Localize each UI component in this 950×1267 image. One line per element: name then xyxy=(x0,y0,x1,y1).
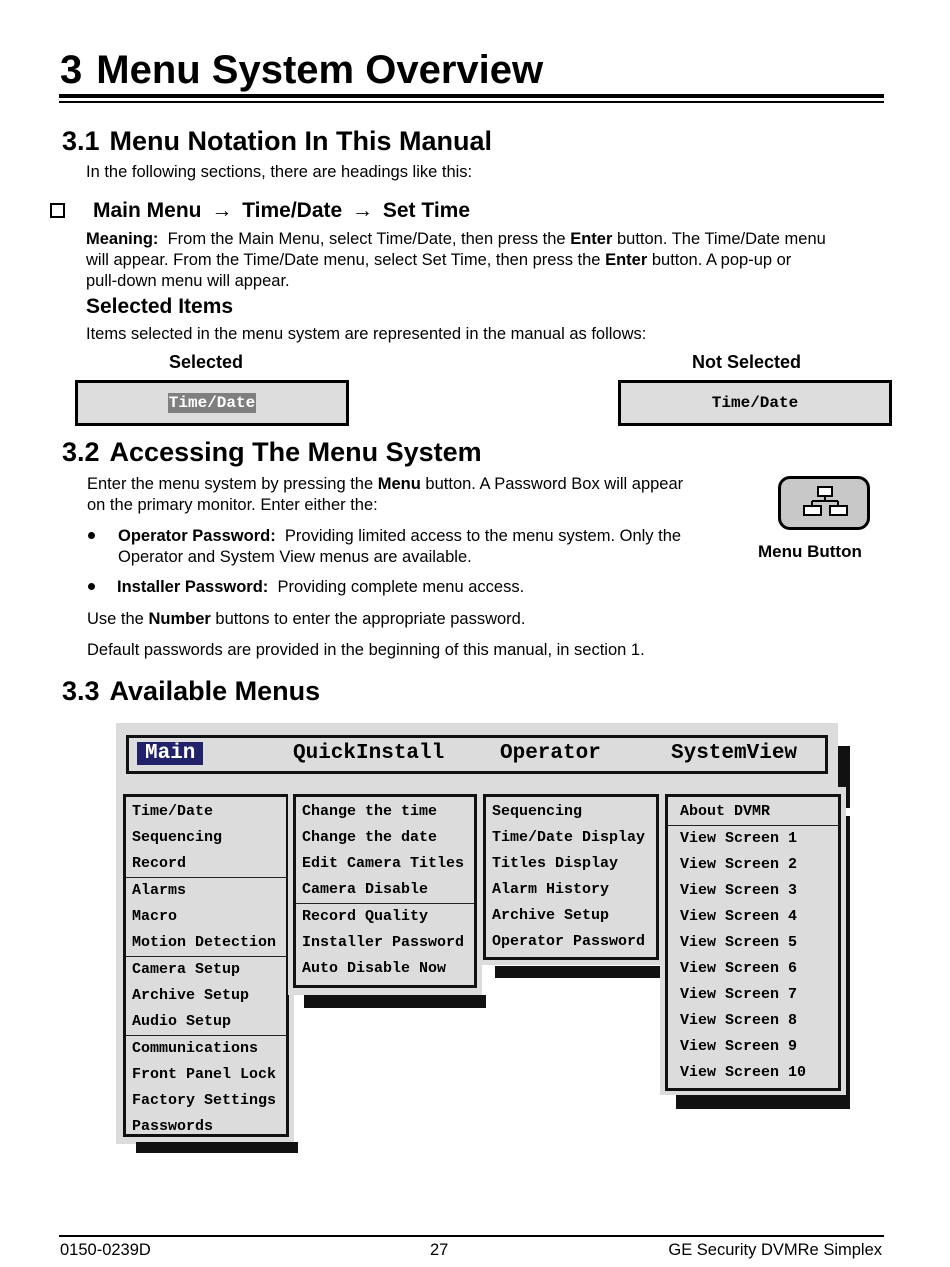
menu-item: Time/Date Display xyxy=(492,829,646,846)
menu-item: Record Quality xyxy=(302,908,429,925)
menu-item: Time/Date xyxy=(132,803,214,820)
text: on the primary monitor. Enter either the: xyxy=(87,496,378,514)
bullet-label: Installer Password: xyxy=(117,578,269,596)
menu-item: View Screen 8 xyxy=(680,1012,798,1029)
menu-item: View Screen 9 xyxy=(680,1038,798,1055)
installer-password-item xyxy=(117,577,524,598)
section-number: 3.2 xyxy=(62,437,100,467)
menu-path-part: Main Menu xyxy=(93,199,202,222)
quickinstall-menu-group xyxy=(296,797,474,903)
network-hierarchy-icon xyxy=(781,479,867,527)
menu-item: View Screen 6 xyxy=(680,960,798,977)
checkbox-bullet-icon xyxy=(50,203,65,218)
selected-items-heading: Selected Items xyxy=(86,295,234,318)
systemview-menu-shadow-side xyxy=(846,816,850,1109)
text: will appear. From the Time/Date menu, select Set Time, then press the xyxy=(86,251,601,269)
menu-item: Alarms xyxy=(132,882,187,899)
menu-item: View Screen 1 xyxy=(680,830,798,847)
footer-product: GE Security DVMRe Simplex xyxy=(668,1241,882,1259)
meaning-paragraph xyxy=(86,229,886,292)
text: button. A Password Box will appear xyxy=(425,475,684,493)
main-menu-shadow xyxy=(136,1142,298,1153)
title-rule xyxy=(59,94,884,98)
menu-path-heading xyxy=(93,197,470,225)
section-intro: In the following sections, there are headings like this: xyxy=(86,163,473,181)
number-word: Number xyxy=(148,610,211,628)
text: From the Main Menu, select Time/Date, then press the xyxy=(167,230,566,248)
selected-example-box xyxy=(75,380,349,426)
menu-item: View Screen 10 xyxy=(680,1064,807,1081)
not-selected-example-text: Time/Date xyxy=(711,394,799,412)
operator-menu xyxy=(483,794,659,960)
title-rule-thin xyxy=(59,101,884,103)
quickinstall-menu-group xyxy=(296,903,474,982)
menubar-item-label: Main xyxy=(137,742,203,765)
menu-path-part: Set Time xyxy=(382,199,471,222)
systemview-menu-shadow xyxy=(676,1095,849,1109)
main-menu-group xyxy=(126,877,286,956)
chapter-number: 3 xyxy=(60,48,83,92)
menu-item: Change the date xyxy=(302,829,438,846)
text: pull-down menu will appear. xyxy=(86,272,290,290)
enter-word: Enter xyxy=(570,230,613,248)
menubar-item-systemview: SystemView xyxy=(671,742,798,765)
systemview-menu xyxy=(665,794,841,1091)
chapter-title-text: Menu System Overview xyxy=(96,48,544,92)
quickinstall-menu xyxy=(293,794,477,988)
main-menu xyxy=(123,794,289,1137)
access-paragraph xyxy=(87,474,683,516)
menu-button xyxy=(778,476,870,530)
main-menu-group xyxy=(126,1035,286,1140)
menu-item: View Screen 3 xyxy=(680,882,798,899)
default-passwords-line: Default passwords are provided in the beginning of this manual, in section 1. xyxy=(87,641,645,659)
section-title: Menu Notation In This Manual xyxy=(109,126,493,156)
menu-item: Edit Camera Titles xyxy=(302,855,465,872)
text: buttons to enter the appropriate password. xyxy=(215,610,526,628)
section-heading-3-1 xyxy=(62,124,492,158)
menu-item: Alarm History xyxy=(492,881,610,898)
menu-word: Menu xyxy=(377,475,421,493)
text: Operator and System View menus are available. xyxy=(118,548,472,566)
menu-button-label: Menu Button xyxy=(758,542,862,561)
text: Providing complete menu access. xyxy=(277,578,525,596)
menu-item: Passwords xyxy=(132,1118,214,1135)
bullet-icon xyxy=(88,532,95,539)
bullet-icon xyxy=(88,583,95,590)
enter-word: Enter xyxy=(605,251,648,269)
operator-menu-shadow xyxy=(495,966,660,978)
section-number: 3.3 xyxy=(62,676,100,706)
menu-item: View Screen 4 xyxy=(680,908,798,925)
quickinstall-menu-shadow xyxy=(304,995,486,1008)
meaning-label: Meaning: xyxy=(86,230,159,248)
main-menu-group xyxy=(126,797,286,877)
menu-item: Installer Password xyxy=(302,934,465,951)
operator-menu-list xyxy=(486,797,656,955)
menu-item: Motion Detection xyxy=(132,934,277,951)
menu-item: Titles Display xyxy=(492,855,619,872)
section-number: 3.1 xyxy=(62,126,100,156)
systemview-menu-list xyxy=(668,826,838,1086)
menu-item: View Screen 5 xyxy=(680,934,798,951)
menu-item: Camera Setup xyxy=(132,961,241,978)
menu-item: Sequencing xyxy=(132,829,223,846)
not-selected-example-box xyxy=(618,380,892,426)
selected-example-text: Time/Date xyxy=(168,394,256,412)
text: Use the xyxy=(87,610,144,628)
menu-item: Change the time xyxy=(302,803,438,820)
menu-item: Camera Disable xyxy=(302,881,429,898)
menu-item: Auto Disable Now xyxy=(302,960,447,977)
menu-item: Factory Settings xyxy=(132,1092,277,1109)
menu-item: Archive Setup xyxy=(492,907,610,924)
text: button. A pop-up or xyxy=(651,251,792,269)
systemview-menu-header-row xyxy=(668,797,838,826)
footer-rule xyxy=(59,1235,884,1237)
menu-item: View Screen 2 xyxy=(680,856,798,873)
menubar-item-operator: Operator xyxy=(500,742,601,765)
menu-item-about: About DVMR xyxy=(680,803,771,820)
menu-item: Audio Setup xyxy=(132,1013,232,1030)
arrow-icon: → xyxy=(352,199,374,222)
menu-item: Front Panel Lock xyxy=(132,1066,277,1083)
text: Providing limited access to the menu system. Only the xyxy=(284,527,682,545)
section-heading-3-2 xyxy=(62,435,482,469)
selected-items-text: Items selected in the menu system are represented in the manual as follows: xyxy=(86,325,647,343)
menu-path-part: Time/Date xyxy=(242,199,343,222)
menubar-item-quickinstall: QuickInstall xyxy=(293,742,445,765)
footer-page-number: 27 xyxy=(430,1241,449,1259)
operator-password-item xyxy=(118,526,681,568)
text: Enter the menu system by pressing the xyxy=(87,475,374,493)
number-buttons-line xyxy=(87,609,525,630)
section-heading-3-3 xyxy=(62,674,320,708)
menubar-item-main xyxy=(137,739,203,769)
menu-item: Record xyxy=(132,855,187,872)
section-title: Available Menus xyxy=(109,676,321,706)
main-menu-group xyxy=(126,956,286,1035)
footer-doc-number: 0150-0239D xyxy=(60,1241,151,1259)
chapter-title xyxy=(60,44,543,96)
menu-item: Archive Setup xyxy=(132,987,250,1004)
menu-item: View Screen 7 xyxy=(680,986,798,1003)
menu-item: Macro xyxy=(132,908,178,925)
text: button. The Time/Date menu xyxy=(616,230,826,248)
arrow-icon: → xyxy=(211,199,233,222)
bullet-label: Operator Password: xyxy=(118,527,276,545)
menu-item: Operator Password xyxy=(492,933,646,950)
menu-item: Communications xyxy=(132,1040,259,1057)
not-selected-label: Not Selected xyxy=(692,352,802,372)
section-title: Accessing The Menu System xyxy=(109,437,482,467)
menu-item: Sequencing xyxy=(492,803,583,820)
selected-label: Selected xyxy=(169,352,244,372)
